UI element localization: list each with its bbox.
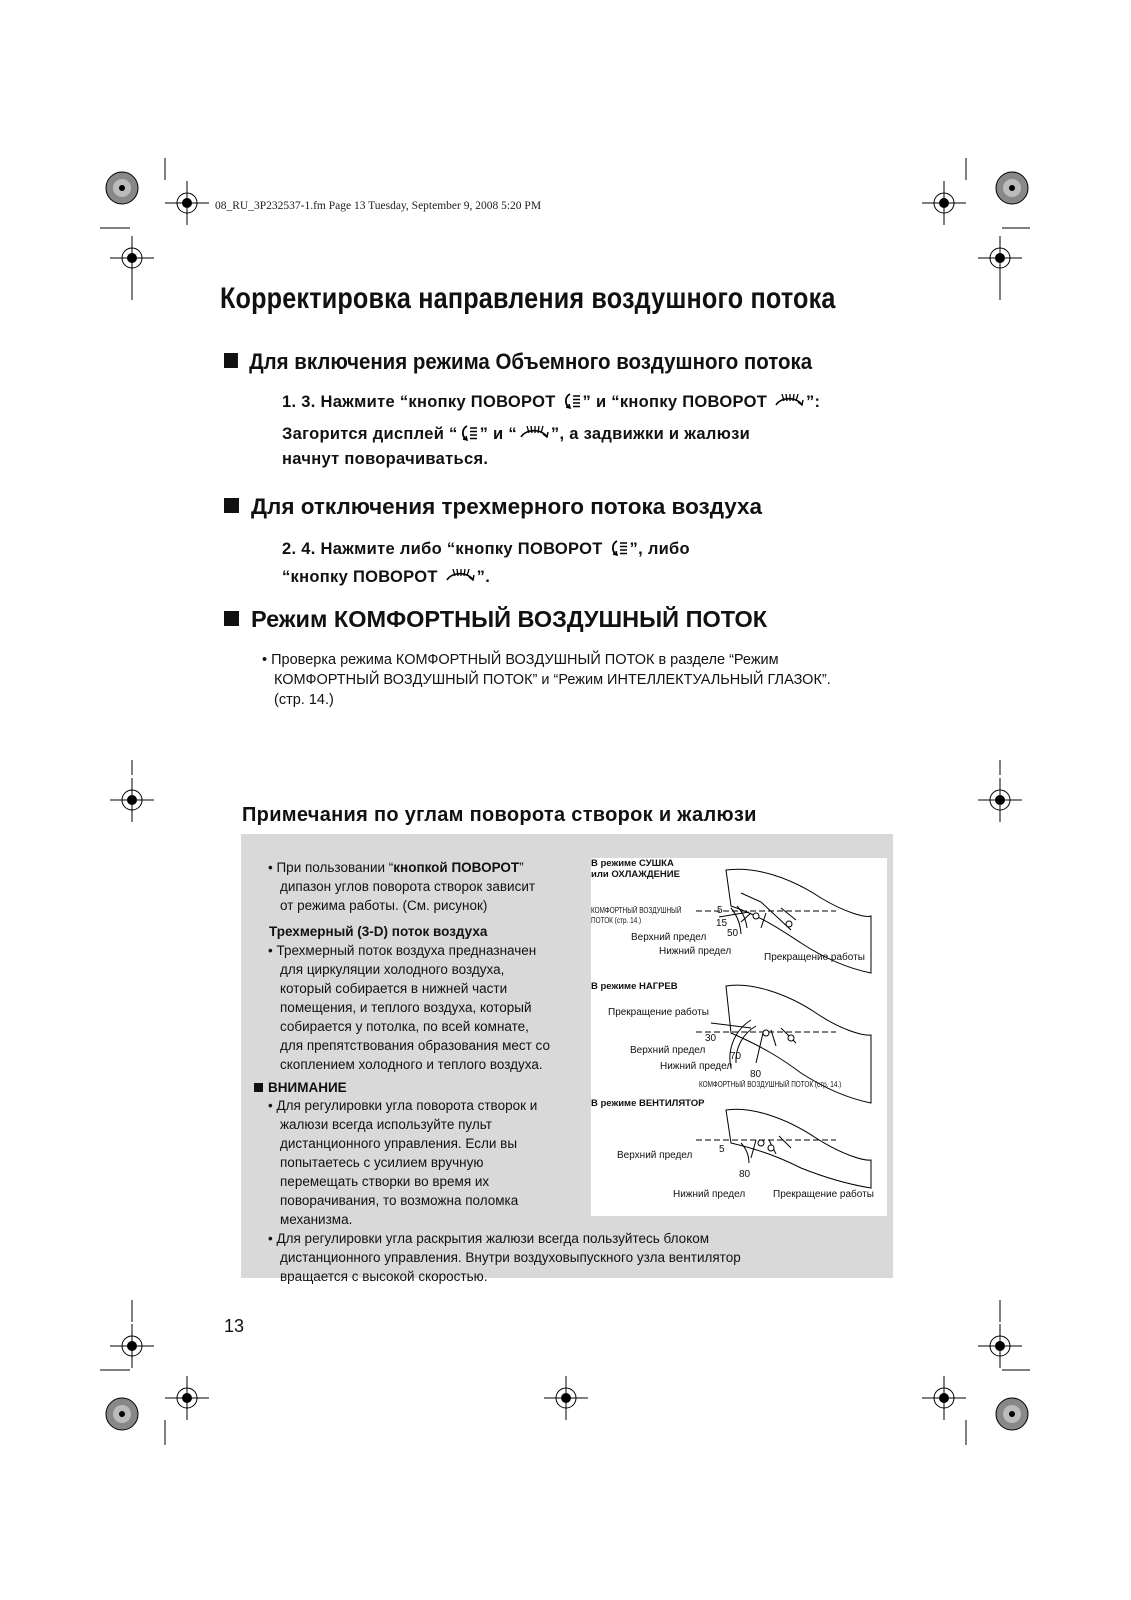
square-bullet-icon — [254, 1083, 263, 1092]
section-heading-comfort — [224, 606, 767, 633]
step-text: ” и “кнопку ПОВОРОТ — [582, 393, 768, 411]
notes-3d-heading: Трехмерный (3-D) поток воздуха — [269, 924, 488, 939]
heat-upper-limit: Верхний предел — [630, 1045, 706, 1056]
swing-vertical-icon — [458, 423, 480, 443]
heat-angle-30: 30 — [705, 1033, 717, 1044]
step-text: 1. 3. Нажмите “кнопку ПОВОРОТ — [282, 393, 556, 411]
note-line: • Для регулировки угла поворота створок и — [268, 1098, 538, 1113]
cool-angle-50: 50 — [727, 928, 739, 939]
note-line: вращается с высокой скоростью. — [280, 1269, 488, 1284]
note-line: дистанционного управления. Если вы — [280, 1136, 518, 1151]
step-text: ”: — [805, 393, 821, 411]
swing-horizontal-icon — [443, 566, 477, 586]
diagram-text: В режиме СУШКА — [591, 858, 674, 869]
note-line: для циркуляции холодного воздуха, — [280, 962, 505, 977]
cool-angle-5: 5 — [717, 905, 723, 916]
file-header: 08_RU_3P232537-1.fm Page 13 Tuesday, September 9, 2008 5:20 PM — [215, 200, 542, 212]
bullet-line: (стр. 14.) — [274, 692, 334, 708]
comfort-bullet — [262, 650, 831, 710]
step-line — [282, 566, 490, 587]
cool-comfort-label — [591, 906, 681, 926]
step-text: ”. — [476, 568, 491, 586]
heat-mode-label: В режиме НАГРЕВ — [591, 981, 678, 992]
heat-angle-80: 80 — [750, 1069, 762, 1080]
note-line: • Трехмерный поток воздуха предназначен — [268, 943, 537, 958]
fan-angle-5: 5 — [719, 1144, 725, 1155]
step-text: ”, а задвижки и жалюзи — [550, 425, 751, 443]
note-text: • При пользовании “ — [268, 860, 394, 875]
fan-angle-80: 80 — [739, 1169, 751, 1180]
section-heading-text: Для включения режима Объемного воздушного потока — [249, 349, 813, 374]
swing-vertical-icon — [561, 391, 583, 411]
fan-upper-limit: Верхний предел — [617, 1150, 693, 1161]
section-heading-text: Режим КОМФОРТНЫЙ ВОЗДУШНЫЙ ПОТОК — [251, 606, 768, 632]
note-line: жалюзи всегда используйте пульт — [280, 1117, 492, 1132]
diagram-text: или ОХЛАЖДЕНИЕ — [591, 869, 680, 880]
step-text: ”, либо — [629, 540, 690, 558]
cool-upper-limit: Верхний предел — [631, 932, 707, 943]
notes-intro — [268, 858, 535, 915]
step-text: 2. 4. Нажмите либо “кнопку ПОВОРОТ — [282, 540, 603, 558]
heat-angle-70: 70 — [730, 1051, 742, 1062]
heat-stop-label: Прекращение работы — [608, 1007, 709, 1018]
attention-text — [268, 1096, 537, 1229]
step-line: начнут поворачиваться. — [282, 450, 489, 468]
page-title: Корректировка направления воздушного потока — [220, 282, 836, 315]
heat-comfort-label: КОМФОРТНЫЙ ВОЗДУШНЫЙ ПОТОК (стр. 14.) — [699, 1080, 842, 1089]
section-heading-3d-on — [224, 349, 812, 375]
attention-text: ВНИМАНИЕ — [268, 1080, 347, 1095]
cool-lower-limit: Нижний предел — [659, 946, 732, 957]
note-line: для препятствования образования мест со — [280, 1038, 550, 1053]
notes-bottom — [268, 1229, 741, 1286]
square-bullet-icon — [224, 353, 238, 368]
note-line: • Для регулировки угла раскрытия жалюзи всегда пользуйтесь блоком — [268, 1231, 710, 1246]
bullet-line: КОМФОРТНЫЙ ВОЗДУШНЫЙ ПОТОК” и “Режим ИНТЕЛЛЕКТУАЛЬНЫЙ ГЛАЗОК”. — [274, 672, 831, 688]
notes-title: Примечания по углам поворота створок и жалюзи — [242, 804, 757, 826]
step-text: “кнопку ПОВОРОТ — [282, 568, 438, 586]
note-line: поворачивания, то возможна поломка — [280, 1193, 519, 1208]
note-line — [268, 858, 535, 877]
note-line: помещения, и теплого воздуха, который — [280, 1000, 532, 1015]
step-text: Загорится дисплей “ — [282, 425, 458, 443]
square-bullet-icon — [224, 498, 239, 513]
note-text: ” — [519, 860, 524, 875]
square-bullet-icon — [224, 611, 239, 626]
note-line: попытаетесь с усилием вручную — [280, 1155, 484, 1170]
notes-3d-text — [268, 941, 550, 1074]
step-line — [282, 538, 690, 559]
note-bold: кнопкой ПОВОРОТ — [393, 860, 520, 875]
cool-mode-label — [591, 858, 680, 880]
page-number: 13 — [224, 1316, 245, 1336]
step-text: ” и “ — [479, 425, 517, 443]
note-line: механизма. — [280, 1212, 353, 1227]
fan-stop-label: Прекращение работы — [773, 1189, 874, 1200]
heat-lower-limit: Нижний предел — [660, 1061, 733, 1072]
swing-horizontal-icon — [772, 391, 806, 411]
step-line — [282, 391, 820, 412]
note-line: скоплением холодного и теплого воздуха. — [280, 1057, 543, 1072]
note-line: который собирается в нижней части — [280, 981, 508, 996]
section-heading-text: Для отключения трехмерного потока воздуха — [251, 494, 763, 519]
note-line: дистанционного управления. Внутри воздуховыпускного узла вентилятор — [280, 1250, 741, 1265]
note-line: перемещать створки во время их — [280, 1174, 490, 1189]
note-line: от режима работы. (См. рисунок) — [280, 898, 488, 913]
swing-horizontal-icon — [517, 423, 551, 443]
section-heading-3d-off — [224, 494, 762, 520]
diagram-text: КОМФОРТНЫЙ ВОЗДУШНЫЙ — [591, 906, 682, 915]
fan-mode-label: В режиме ВЕНТИЛЯТОР — [591, 1098, 705, 1109]
swing-vertical-icon — [608, 538, 630, 558]
note-line: дипазон углов поворота створок зависит — [280, 879, 536, 894]
louver-angle-diagram — [591, 858, 887, 1216]
attention-heading — [254, 1078, 347, 1097]
fan-lower-limit: Нижний предел — [673, 1189, 746, 1200]
step-line — [282, 423, 750, 444]
cool-angle-15: 15 — [716, 918, 728, 929]
note-line: собирается у потолка, по всей комнате, — [280, 1019, 529, 1034]
cool-stop-label: Прекращение работы — [764, 952, 865, 963]
diagram-text: ПОТОК (стр. 14.) — [591, 916, 642, 925]
bullet-line: • Проверка режима КОМФОРТНЫЙ ВОЗДУШНЫЙ ПОТОК в разделе “Режим — [262, 652, 779, 668]
